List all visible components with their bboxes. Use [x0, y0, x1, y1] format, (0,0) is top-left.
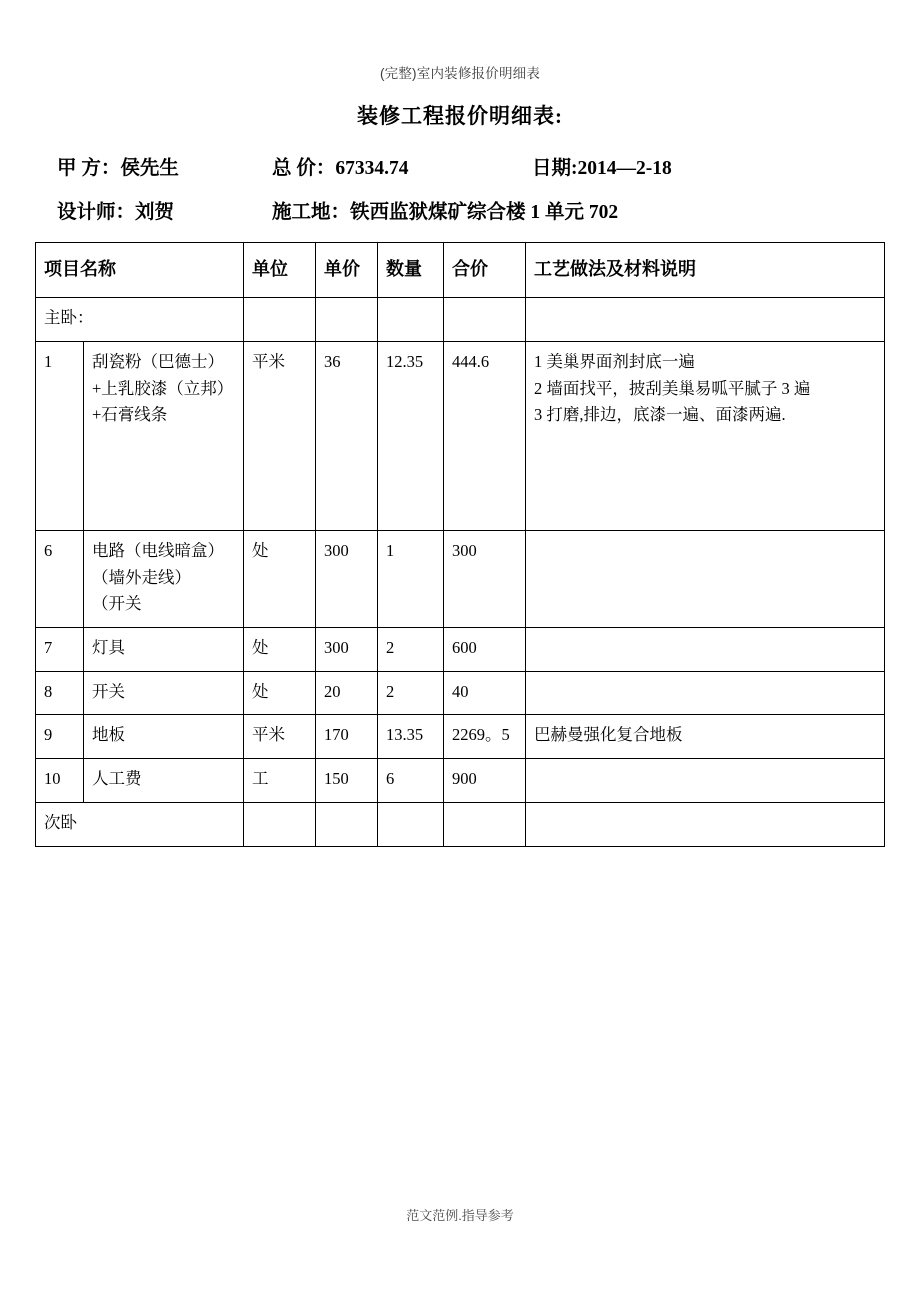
cell-unit: 处	[244, 671, 316, 715]
cell-quantity: 13.35	[378, 715, 444, 759]
cell-qty	[378, 802, 444, 846]
cell-unit: 处	[244, 530, 316, 627]
cell-row-number: 6	[36, 530, 84, 627]
document-footer: 范文范例.指导参考	[406, 1208, 514, 1223]
table-row	[36, 530, 885, 627]
cell-price	[316, 298, 378, 342]
table-header-row	[36, 243, 885, 298]
cell-total	[444, 298, 526, 342]
header-qty: 数量	[378, 243, 444, 298]
cell-unit: 工	[244, 759, 316, 803]
cell-unit-price: 170	[316, 715, 378, 759]
cell-row-number: 10	[36, 759, 84, 803]
table-section-row	[36, 298, 885, 342]
cell-row-number: 1	[36, 341, 84, 530]
cell-total	[444, 802, 526, 846]
cell-notes	[526, 628, 885, 672]
cell-quantity: 1	[378, 530, 444, 627]
designer-value: 刘贺	[135, 202, 175, 223]
cell-unit-price: 20	[316, 671, 378, 715]
party-field	[57, 152, 272, 180]
cell-item-name: 刮瓷粉（巴德士）+上乳胶漆（立邦）+石膏线条	[84, 341, 244, 530]
cell-unit-price: 300	[316, 530, 378, 627]
cell-unit-price: 36	[316, 341, 378, 530]
total-price-label: 总 价：	[272, 158, 336, 179]
cell-unit	[244, 298, 316, 342]
cell-quantity: 2	[378, 671, 444, 715]
designer-field	[57, 196, 272, 224]
cell-item-name: 灯具	[84, 628, 244, 672]
cell-line-total: 900	[444, 759, 526, 803]
info-row-secondary	[35, 196, 885, 224]
header-price: 单价	[316, 243, 378, 298]
party-value: 侯先生	[120, 158, 179, 179]
section-label: 主卧：	[36, 298, 244, 342]
cell-quantity: 6	[378, 759, 444, 803]
document-header-note: (完整)室内装修报价明细表	[379, 66, 541, 81]
cell-item-name: 电路（电线暗盒） （墙外走线） （开关	[84, 530, 244, 627]
table-section-row	[36, 802, 885, 846]
header-name: 项目名称	[36, 243, 244, 298]
cell-unit	[244, 802, 316, 846]
table-row	[36, 628, 885, 672]
table-row	[36, 341, 885, 530]
cell-notes	[526, 671, 885, 715]
date-value: 2014—2-18	[577, 158, 672, 179]
designer-label: 设计师：	[57, 202, 136, 223]
table-row	[36, 715, 885, 759]
cell-line-total: 2269。5	[444, 715, 526, 759]
cell-line-total: 444.6	[444, 341, 526, 530]
cell-notes	[526, 298, 885, 342]
table-head	[36, 243, 885, 298]
cell-notes	[526, 759, 885, 803]
page-title: 装修工程报价明细表:	[357, 104, 563, 128]
cell-unit: 处	[244, 628, 316, 672]
date-field	[532, 152, 863, 180]
total-price-value: 67334.74	[335, 158, 409, 179]
site-value: 铁西监狱煤矿综合楼 1 单元 702	[350, 202, 619, 223]
cell-unit: 平米	[244, 341, 316, 530]
section-label: 次卧	[36, 802, 244, 846]
cell-row-number: 7	[36, 628, 84, 672]
party-label: 甲 方：	[57, 158, 121, 179]
cell-item-name: 人工费	[84, 759, 244, 803]
cell-quantity: 2	[378, 628, 444, 672]
date-label: 日期:	[532, 158, 578, 179]
cell-price	[316, 802, 378, 846]
quotation-table	[35, 242, 885, 847]
total-price-field	[272, 152, 532, 180]
cell-notes: 巴赫曼强化复合地板	[526, 715, 885, 759]
site-label: 施工地：	[272, 202, 351, 223]
info-row-primary	[35, 152, 885, 180]
cell-line-total: 300	[444, 530, 526, 627]
cell-row-number: 9	[36, 715, 84, 759]
cell-notes	[526, 802, 885, 846]
cell-line-total: 600	[444, 628, 526, 672]
cell-line-total: 40	[444, 671, 526, 715]
cell-item-name: 地板	[84, 715, 244, 759]
header-total: 合价	[444, 243, 526, 298]
header-unit: 单位	[244, 243, 316, 298]
cell-unit-price: 300	[316, 628, 378, 672]
cell-unit: 平米	[244, 715, 316, 759]
table-body	[36, 298, 885, 846]
site-field	[272, 196, 863, 224]
cell-unit-price: 150	[316, 759, 378, 803]
cell-item-name: 开关	[84, 671, 244, 715]
cell-row-number: 8	[36, 671, 84, 715]
header-notes: 工艺做法及材料说明	[526, 243, 885, 298]
table-row	[36, 671, 885, 715]
table-row	[36, 759, 885, 803]
cell-qty	[378, 298, 444, 342]
cell-notes	[526, 530, 885, 627]
cell-notes: 1 美巢界面剂封底一遍 2 墙面找平，披刮美巢易呱平腻子 3 遍 3 打磨,排边，底漆一遍、面漆两遍.	[526, 341, 885, 530]
cell-quantity: 12.35	[378, 341, 444, 530]
